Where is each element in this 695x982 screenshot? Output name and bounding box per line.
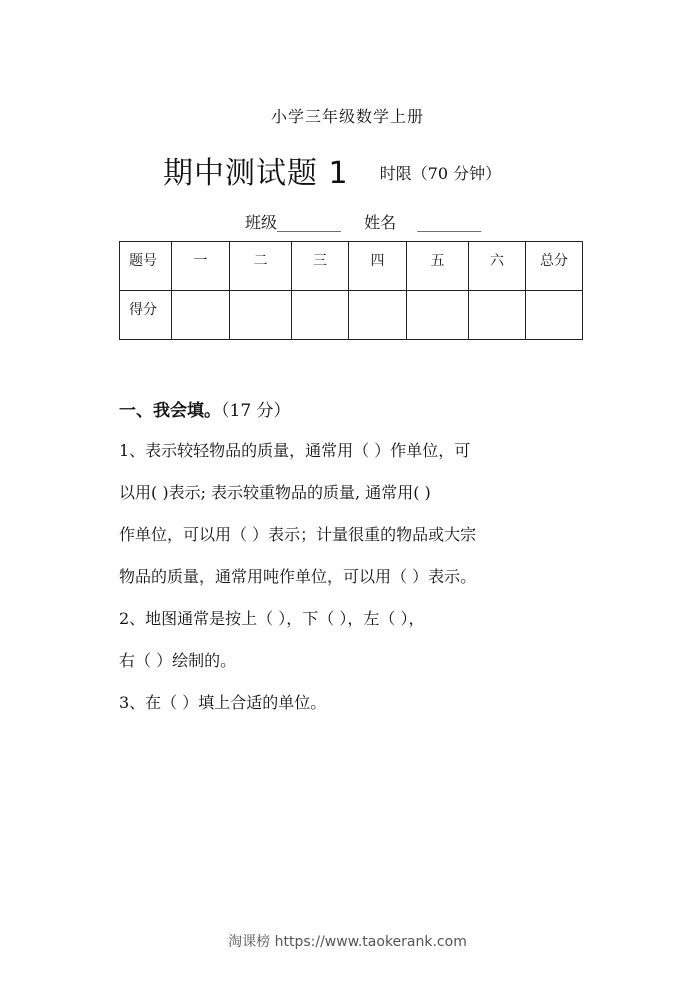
question-line: 物品的质量，通常用吨作单位，可以用（ ）表示。 [119, 567, 477, 586]
name-blank: ________ [417, 213, 482, 232]
question-line: 2、地图通常是按上（ ），下（ ），左（ ）， [119, 609, 425, 628]
exam-subtitle: 小学三年级数学上册 [270, 107, 424, 126]
student-info-row [245, 210, 481, 233]
exam-title-row [163, 148, 501, 192]
score-cell [230, 291, 292, 340]
question-line: 作单位，可以用（ ）表示；计量很重的物品或大宗 [119, 525, 477, 544]
score-cell [469, 291, 526, 340]
table-cell: 总分 [526, 242, 583, 291]
table-row [120, 291, 583, 340]
table-cell: 题号 [120, 242, 172, 291]
section-title [119, 396, 291, 421]
footer-watermark: 淘课榜 https://www.taokerank.com [228, 934, 467, 950]
question-line: 右（ ）绘制的。 [119, 651, 237, 670]
question-line: 1、表示较轻物品的质量，通常用（ ）作单位，可 [119, 441, 471, 460]
exam-title: 期中测试题 1 [163, 156, 349, 191]
table-cell: 五 [407, 242, 469, 291]
score-cell [292, 291, 349, 340]
section-heading: 一、我会填。 [119, 401, 221, 421]
question-line: 以用( )表示; 表示较重物品的质量, 通常用( ) [119, 483, 431, 502]
question-line: 3、在（ ）填上合适的单位。 [119, 693, 327, 712]
table-cell: 四 [349, 242, 407, 291]
score-cell [349, 291, 407, 340]
table-cell: 得分 [120, 291, 172, 340]
table-cell: 三 [292, 242, 349, 291]
table-cell: 一 [172, 242, 230, 291]
table-cell: 二 [230, 242, 292, 291]
score-table [119, 241, 583, 340]
score-cell [172, 291, 230, 340]
time-limit: 时限（70 分钟） [379, 164, 502, 183]
class-field: 班级________ [245, 213, 342, 232]
section-points: （17 分） [221, 401, 291, 421]
table-cell: 六 [469, 242, 526, 291]
name-label: 姓名 [364, 213, 397, 232]
table-row [120, 242, 583, 291]
score-cell [526, 291, 583, 340]
score-cell [407, 291, 469, 340]
